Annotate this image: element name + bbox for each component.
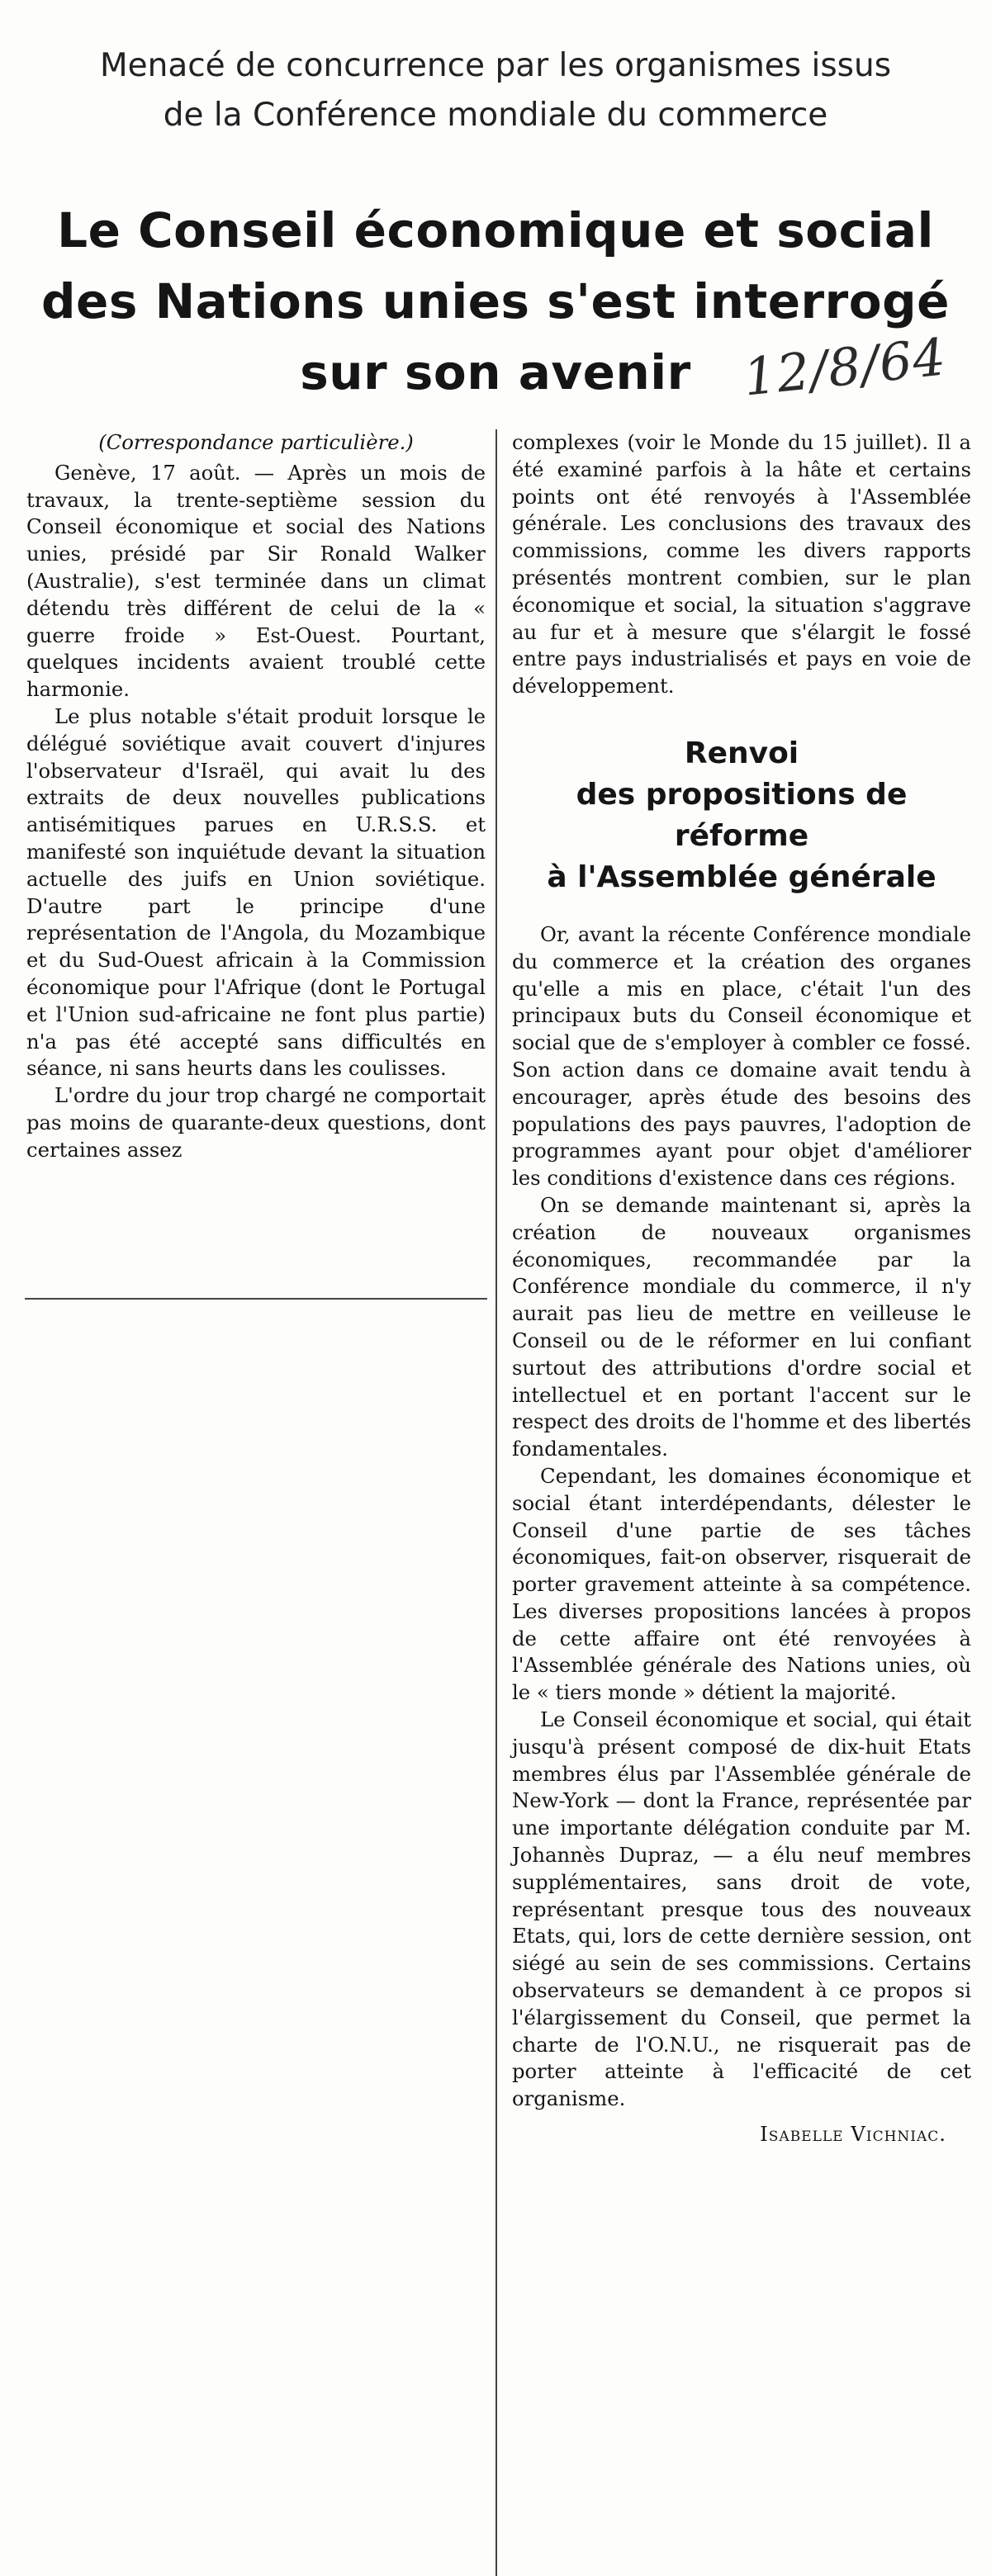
body-paragraph-continued: complexes (voir le Monde du 15 juillet). Il a été examiné parfois à la hâte et certains points ont été renvoyés à l'Assemblée générale. Les conclusions des travaux des commissions, comme les divers rapports présentés montrent combien, sur le plan économique et social, la situation s'aggrave au fur et à mesure que s'élargit le fossé entre pays industrialisés et pays en voie de développement. <box>512 430 971 698</box>
right-column <box>512 429 971 2148</box>
subhead <box>512 733 971 898</box>
kicker-line-2: de la Conférence mondiale du commerce <box>163 97 828 134</box>
handwritten-date: 12/8/64 <box>740 326 950 408</box>
author-signature: Isabelle Vichniac. <box>760 2122 946 2147</box>
body-paragraph: Or, avant la récente Conférence mondiale du commerce et la création des organes qu'elle a mis en place, c'était l'un des principaux buts du Conseil économique et social que de s'employer à combler ce fossé. Son action dans ce domaine avait tendu à encourager, après étude des besoins des populations des pays pauvres, l'adoption de programmes ayant pour objet d'améliorer les conditions d'existence dans ces régions. <box>512 921 971 1191</box>
body-paragraph: L'ordre du jour trop chargé ne comportait pas moins de quarante-deux questions, dont certaines assez <box>26 1083 486 1162</box>
body-paragraph: Cependant, les domaines économique et social étant interdépendants, délester le Conseil d'une partie de ses tâches économiques, fait-on observer, risquerait de porter gravement atteinte à sa compétence. Les diverses propositions lancées à propos de cette affaire ont été renvoyées à l'Assemblée générale des Nations unies, où le « tiers monde » détient la majorité. <box>512 1463 971 1705</box>
headline-line-2: des Nations unies s'est interrogé <box>41 273 950 329</box>
headline-line-1: Le Conseil économique et social <box>57 202 934 258</box>
body-paragraph: Genève, 17 août. — Après un mois de travaux, la trente-septième session du Conseil économique et social des Nations unies, présidé par Sir Ronald Walker (Australie), s'est terminée dans un climat détendu très différent de celui de la « guerre froide » Est-Ouest. Pourtant, quelques incidents avaient troublé cette harmonie. <box>26 460 486 702</box>
column-divider <box>496 429 497 2576</box>
left-column-end-rule <box>25 1298 487 1300</box>
subhead-line-1: Renvoi <box>684 736 799 770</box>
subhead-line-3: à l'Assemblée générale <box>547 859 936 894</box>
body-paragraph: On se demande maintenant si, après la création de nouveaux organismes économiques, recommandée par la Conférence mondiale du commerce, il n'y aurait pas lieu de mettre en veilleuse le Conseil ou de le réformer en lui confiant surtout des attributions d'ordre social et intellectuel et en portant l'accent sur le respect des droits de l'homme et des libertés fondamentales. <box>512 1192 971 1461</box>
left-column <box>26 429 486 1164</box>
correspondence-line: (Correspondance particulière.) <box>98 430 414 454</box>
kicker <box>0 41 991 140</box>
body-paragraph: Le Conseil économique et social, qui était jusqu'à présent composé de dix-huit Etats membres élus par l'Assemblée générale de New-York — dont la France, représentée par une importante délégation conduite par M. Johannès Dupraz, — a élu neuf membres supplémentaires, sans droit de vote, représentant presque tous des nouveaux Etats, qui, lors de cette dernière session, ont siégé au sein de ses commissions. Certains observateurs se demandent à ce propos si l'élargissement du Conseil, que permet la charte de l'O.N.U., ne risquerait pas de porter atteinte à l'efficacité de cet organisme. <box>512 1707 971 2111</box>
headline-line-3: sur son avenir <box>300 344 691 400</box>
subhead-line-2: des propositions de réforme <box>576 777 908 853</box>
kicker-line-1: Menacé de concurrence par les organismes issus <box>99 47 892 84</box>
body-paragraph: Le plus notable s'était produit lorsque le délégué soviétique avait couvert d'injures l'observateur d'Israël, qui avait lu des extraits de deux nouvelles publications antisémitiques parues en U.R.S.S. et manifesté son inquiétude devant la situation actuelle des juifs en Union soviétique. D'autre part le principe d'une représentation de l'Angola, du Mozambique et du Sud-Ouest africain à la Commission économique pour l'Afrique (dont le Portugal et l'Union sud-africaine ne font plus partie) n'a pas été accepté sans difficultés en séance, ni sans heurts dans les coulisses. <box>26 703 486 1081</box>
